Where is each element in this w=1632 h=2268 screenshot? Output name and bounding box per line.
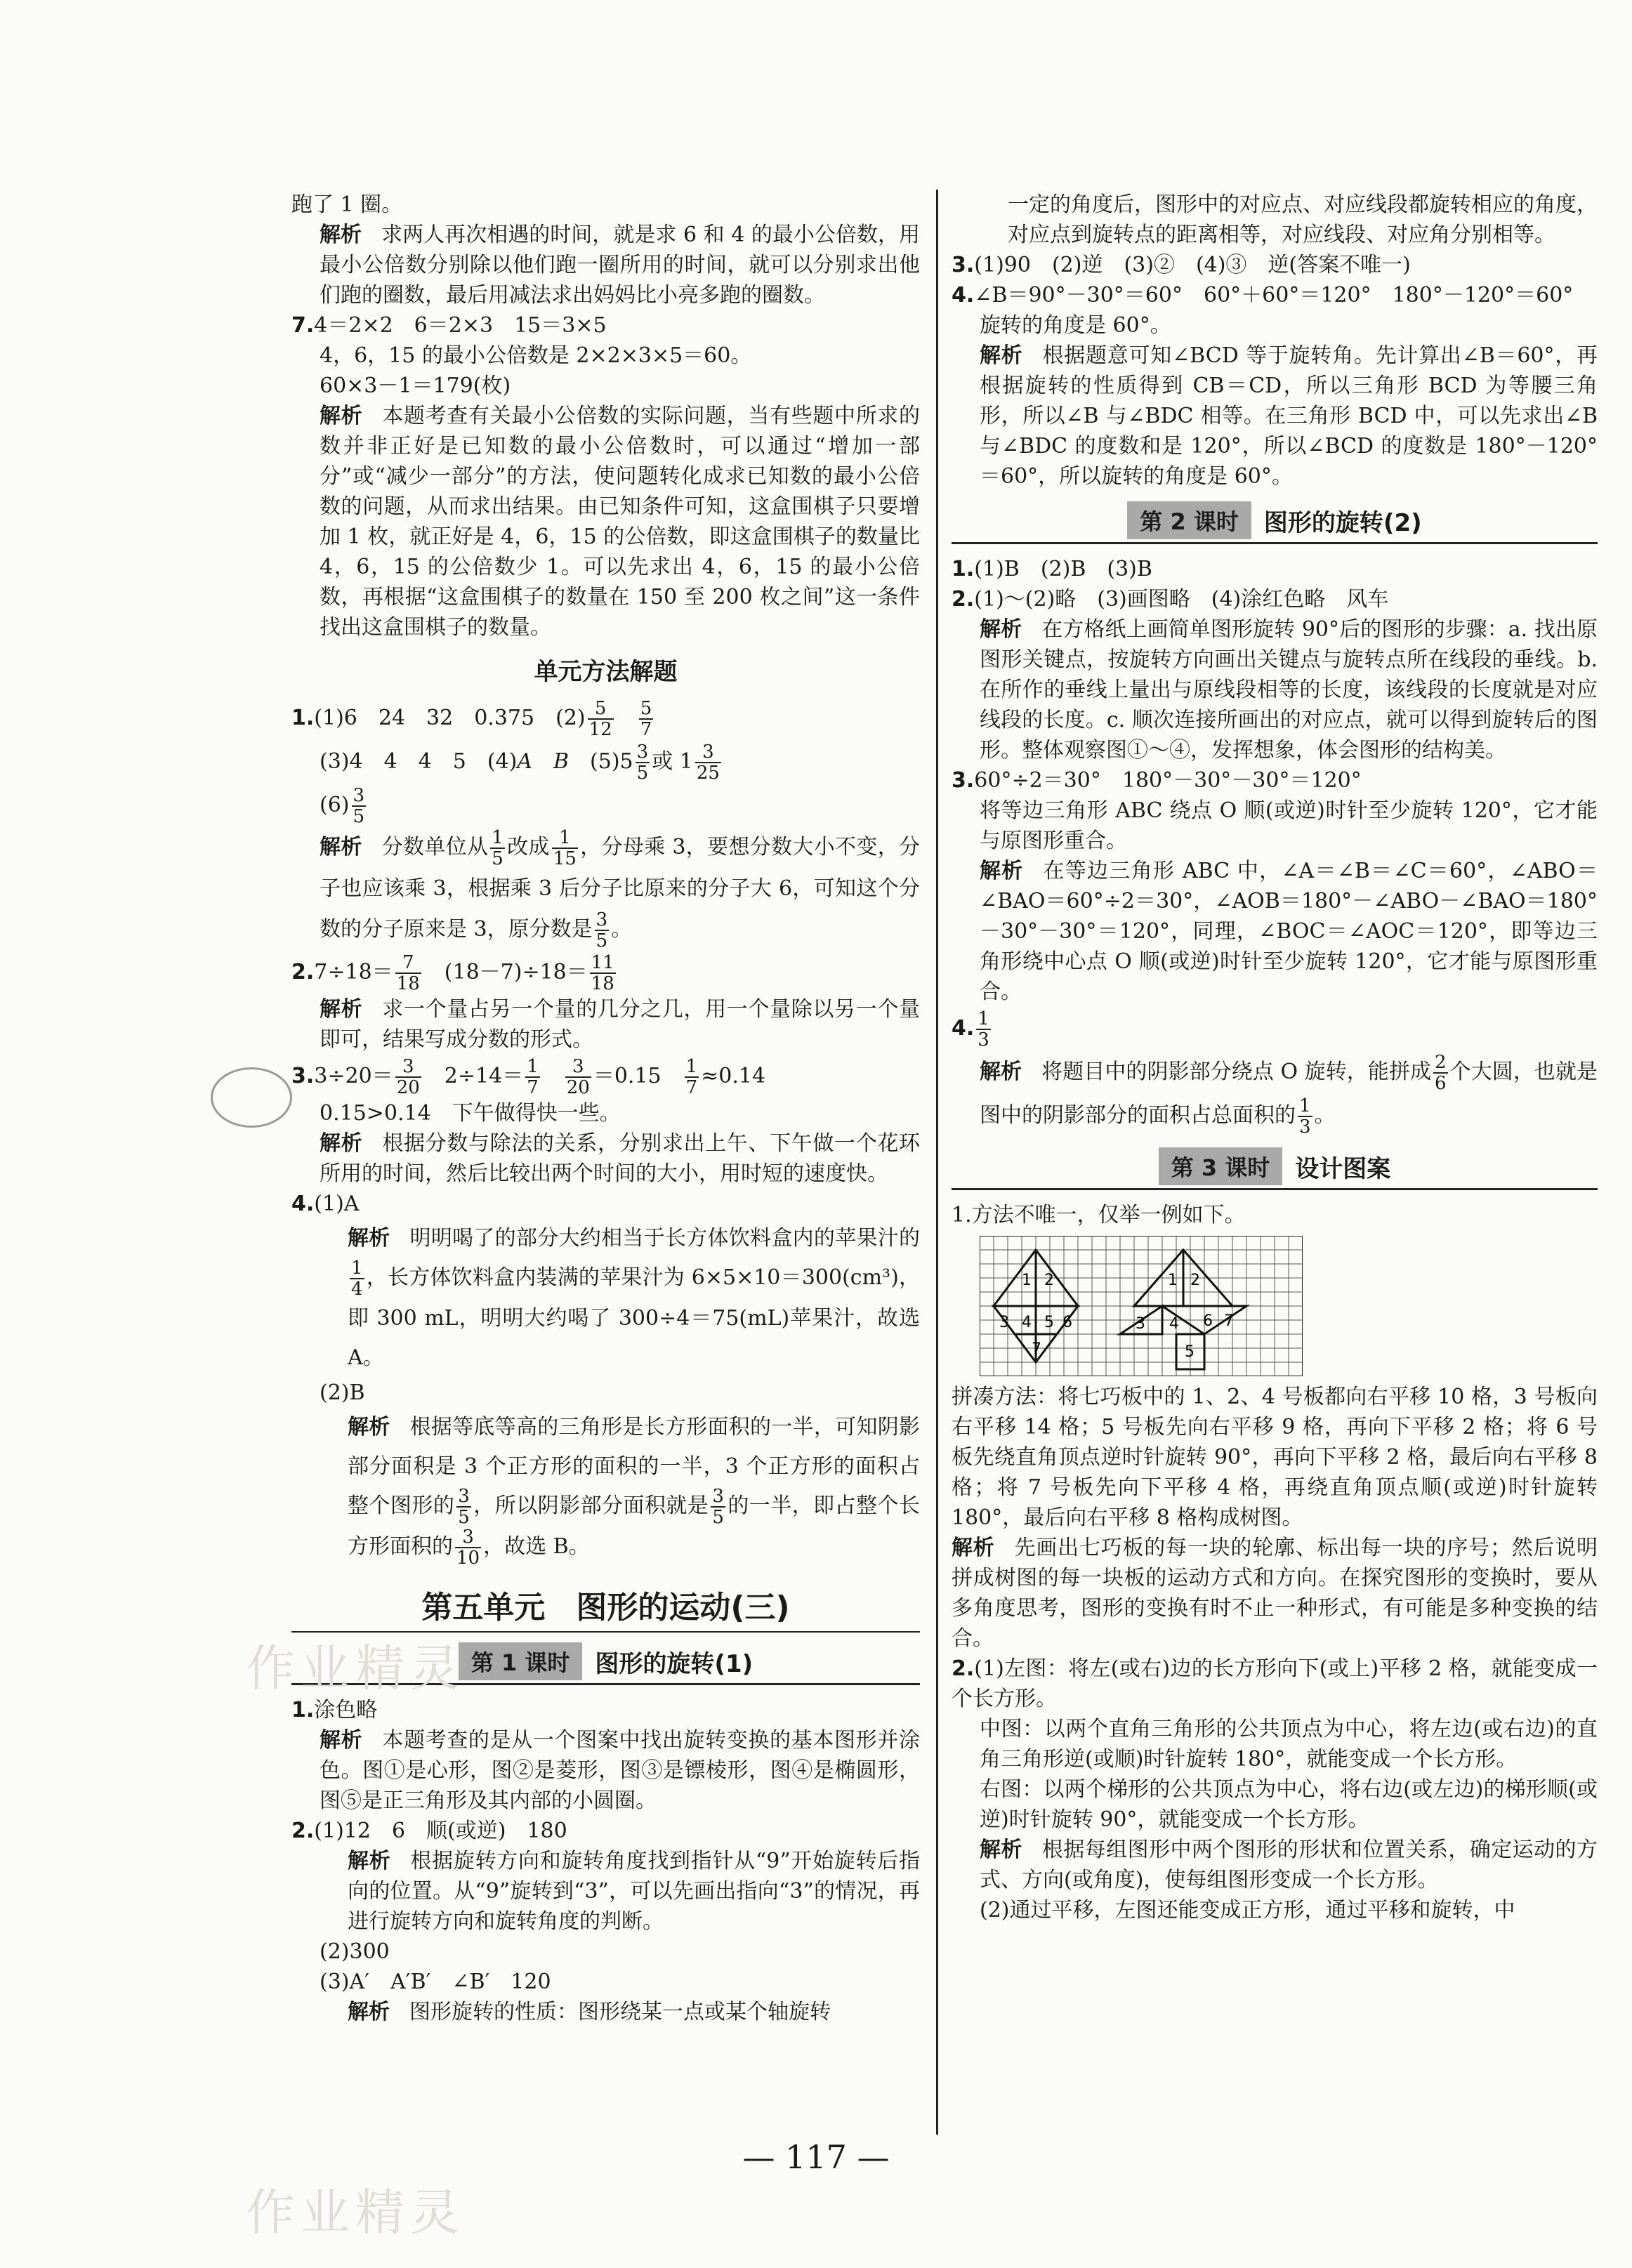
lesson1-q1: 1.涂色略 — [291, 1698, 378, 1722]
method-q4: 4.(1)A — [291, 1192, 360, 1216]
analysis: 解析 根据题意可知∠BCD 等于旋转角。先计算出∠B＝60°，再根据旋转的性质得到 CB＝CD，所以三角形 BCD 为等腰三角形，所以∠B 与∠BDC 相等。在三角形 BCD 中，可以先求出∠B 与∠BDC 的度数和是 120°，所以∠BCD 的度数是 180°－120°＝60°，所以旋转的角度是 60°。 — [980, 343, 1598, 489]
lesson3-q1: 1.方法不唯一，仅举一例如下。 — [952, 1203, 1246, 1227]
tangram-grid-figure — [980, 1236, 1303, 1376]
analysis: 解析 将题目中的阴影部分绕点 O 旋转，能拼成 $\frac{2}{6}$ 个大圆，也就是图中的阴影部分的面积占总面积的 $\frac{1}{3}$ 。 — [980, 1052, 1598, 1138]
piece-label: 3 — [1136, 1315, 1145, 1333]
fraction: $\frac{3}{5}$ — [353, 785, 365, 827]
answer-line: 0.15>0.14 下午做得快一些。 — [320, 1101, 621, 1126]
lesson-tag: 第 2 课时 — [1127, 501, 1251, 539]
answer-line: 拼凑方法：将七巧板中的 1、2、4 号板都向右平移 10 格，3 号板向右平移 14 格；5 号板先向右平移 9 格，再向下平移 2 格；将 6 号板先绕直角顶点逆时针旋转 90°，再向下平移 2 格，最后向右平移 8 格；将 7 号板先向下平移 4 格，再绕直角顶点顺(或逆)时针旋转 180°，最后向右平移 8 格构成树图。 — [952, 1385, 1598, 1530]
analysis: 解析 图形旋转的性质：图形绕某一点或某个轴旋转 — [348, 2000, 831, 2024]
piece-label: 4 — [1169, 1315, 1179, 1333]
fraction: $\frac{3}{20}$ — [396, 1056, 420, 1098]
answer-line: (2)300 — [320, 1939, 390, 1964]
watermark: 作业精灵 — [246, 2184, 465, 2241]
fraction: $\frac{1}{5}$ — [492, 827, 504, 869]
page-number: — 117 — — [742, 2138, 890, 2176]
piece-label: 5 — [1185, 1343, 1195, 1361]
answer-line: (2)B — [320, 1380, 365, 1405]
piece-label: 1 — [1022, 1272, 1032, 1289]
answer-line: 旋转的角度是 60°。 — [980, 313, 1171, 338]
answer-line: 右图：以两个梯形的公共顶点为中心，将右边(或左边)的梯形顺(或逆)时针旋转 90°，就能变成一个长方形。 — [980, 1777, 1598, 1832]
lesson-tag: 第 3 课时 — [1159, 1147, 1283, 1185]
section-title: 单元方法解题 — [534, 658, 678, 686]
fraction: $\frac{1}{3}$ — [978, 1008, 989, 1050]
method-q3: 3.3÷20＝ $\frac{3}{20}$ 2÷14＝ $\frac{1}{7}$ $\frac{3}{20}$ ＝0.15 $\frac{1}{7}$ ≈0.14 — [291, 1056, 766, 1098]
analysis: 解析 先画出七巧板的每一块的轮廓、标出每一块的序号；然后说明拼成树图的每一块板的运动方式和方向。在探究图形的变换时，要从多角度思考，图形的变换有时不止一种形式，有可能是多种变换的结合。 — [952, 1536, 1598, 1651]
method-q1: 1.(1)6 24 32 0.375 (2) $\frac{5}{12}$ $\frac{5}{7}$ — [291, 698, 652, 740]
analysis: 解析 在方格纸上画简单图形旋转 90°后的图形的步骤：a. 找出原图形关键点，按旋转方向画出关键点与旋转点所在线段的垂线。b. 在所作的垂线上量出与原线段相等的长度，该线段的长度就是对应线段的长度。c. 顺次连接所画出的对应点，就可以得到旋转后的图形。整体观察图①～④，发挥想象，体会图形的结构美。 — [980, 617, 1598, 763]
analysis: 解析 本题考查的是从一个图案中找出旋转变换的基本图形并涂色。图①是心形，图②是菱形，图③是镖棱形，图④是椭圆形，图⑤是正三角形及其内部的小圆圈。 — [320, 1728, 921, 1813]
fraction: $\frac{3}{25}$ — [696, 741, 720, 784]
fraction: $\frac{3}{5}$ — [636, 741, 649, 784]
piece-label: 2 — [1190, 1272, 1200, 1289]
column-divider — [936, 190, 938, 2135]
watermark: 作业精灵 — [246, 1640, 465, 1697]
fraction: $\frac{3}{20}$ — [566, 1056, 590, 1098]
fraction: $\frac{7}{18}$ — [396, 952, 420, 994]
lesson-title: 设计图案 — [1295, 1154, 1391, 1183]
lesson-header — [952, 1147, 1598, 1190]
analysis: 解析 本题考查有关最小公倍数的实际问题，当有些题中所求的数并非正好是已知数的最小公倍数时，可以通过“增加一部分”或“减少一部分”的方法，使问题转化成求已知数的最小公倍数的问题，从而求出结果。由已知条件可知，这盒围棋子只要增加 1 枚，就正好是 4，6，15 的公倍数，即这盒围棋子的数量比 4，6，15 的公倍数少 1。可以先求出 4，6，15 的最小公倍数，再根据“这盒围棋子的数量在 150 至 200 枚之间”这一条件找出这盒围棋子的数量。 — [320, 404, 921, 640]
method-q1-line: (3)4 4 4 5 (4)A B (5)5 $\frac{3}{5}$ 或 1 $\frac{3}{25}$ — [320, 741, 720, 784]
lesson2-q4: 4. $\frac{1}{3}$ — [952, 1008, 989, 1050]
analysis: 解析 求两人再次相遇的时间，就是求 6 和 4 的最小公倍数，用最小公倍数分别除以他们跑一圈所用的时间，就可以分别求出他们跑的圈数，最后用减法求出妈妈比小亮多跑的圈数。 — [320, 223, 921, 308]
fraction: $\frac{1}{7}$ — [527, 1056, 539, 1098]
fraction: $\frac{5}{12}$ — [588, 698, 612, 740]
lesson2-q1: 1.(1)B (2)B (3)B — [952, 557, 1152, 581]
answer-line: 将等边三角形 ABC 绕点 O 顺(或逆)时针至少旋转 120°，它才能与原图形重合。 — [980, 798, 1598, 853]
lesson2-q2: 2.(1)～(2)略 (3)画图略 (4)涂红色略 风车 — [952, 587, 1389, 612]
answer-line: 4，6，15 的最小公倍数是 2×2×3×5＝60。 — [320, 343, 752, 368]
analysis: 解析 分数单位从 $\frac{1}{5}$ 改成 $\frac{1}{15}$ ，分母乘 3，要想分数大小不变，分子也应该乘 3，根据乘 3 后分子比原来的分子大 6，可知这个分数的分子原来是 3，原分数是 $\frac{3}{5}$ 。 — [320, 827, 921, 951]
lesson2-q3: 3.60°÷2＝30° 180°－30°－30°＝120° — [952, 768, 1362, 793]
fraction: $\frac{11}{18}$ — [591, 952, 614, 994]
piece-label: 1 — [1168, 1272, 1178, 1289]
piece-label: 2 — [1044, 1272, 1054, 1289]
fraction: $\frac{1}{15}$ — [553, 827, 577, 869]
lesson-title: 图形的旋转(2) — [1263, 508, 1422, 537]
fraction: $\frac{3}{5}$ — [712, 1486, 724, 1528]
fraction: $\frac{3}{10}$ — [456, 1527, 480, 1569]
fraction: $\frac{5}{7}$ — [640, 698, 652, 740]
lesson1-q2: 2.(1)12 6 顺(或逆) 180 — [291, 1819, 567, 1843]
unit-title: 第五单元 图形的运动(三) — [291, 1582, 920, 1633]
question-7: 7.4＝2×2 6＝2×3 15＝3×5 — [291, 313, 607, 338]
analysis: 解析 在等边三角形 ABC 中，∠A＝∠B＝∠C＝60°，∠ABO＝∠BAO＝60°÷2＝30°，∠AOB＝180°－∠ABO－∠BAO＝180°－30°－30°＝120°，同理，∠BOC＝∠AOC＝120°，即等边三角形绕中心点 O 顺(或逆)时针至少旋转 120°，它才能与原图形重合。 — [980, 859, 1598, 1004]
left-column — [291, 190, 920, 2027]
piece-label: 6 — [1062, 1314, 1072, 1331]
analysis: 解析 根据等底等高的三角形是长方形面积的一半，可知阴影部分面积是 3 个正方形的面积的一半，3 个正方形的面积占整个图形的 $\frac{3}{5}$ ，所以阴影部分面积就是 $\frac{3}{5}$ 的一半，即占整个长方形面积的 $\frac{3}{10}$ ，故选 B。 — [348, 1415, 921, 1569]
watermark-stamp — [211, 1067, 292, 1128]
analysis: 解析 根据每组图形中两个图形的形状和位置关系，确定运动的方式、方向(或角度)，使每组图形变成一个长方形。 — [980, 1838, 1598, 1892]
lesson-title: 图形的旋转(1) — [595, 1649, 754, 1678]
lesson3-q2: 2.(1)左图：将左(或右)边的长方形向下(或上)平移 2 格，就能变成一个长方形。 — [952, 1656, 1598, 1711]
piece-label: 3 — [999, 1314, 1009, 1331]
answer-line: 中图：以两个直角三角形的公共顶点为中心，将左边(或右边)的直角三角形逆(或顺)时针旋转 180°，就能变成一个长方形。 — [980, 1717, 1598, 1772]
right-column — [952, 190, 1598, 1925]
fraction: $\frac{1}{3}$ — [1299, 1095, 1311, 1138]
piece-label: 7 — [1224, 1312, 1234, 1330]
answer-line: 60×3－1＝179(枚) — [320, 374, 511, 398]
analysis: 解析 明明喝了的部分大约相当于长方体饮料盒内的苹果汁的 $\frac{1}{4}$ ，长方体饮料盒内装满的苹果汁为 6×5×10＝300(cm³)，即 300 mL，明明大约喝了 300÷4＝75(mL)苹果汁，故选 A。 — [348, 1226, 921, 1370]
method-q2: 2.7÷18＝ $\frac{7}{18}$ (18－7)÷18＝ $\frac{11}{18}$ — [291, 952, 614, 994]
analysis: 解析 根据分数与除法的关系，分别求出上午、下午做一个花环所用的时间，然后比较出两个时间的大小，用时短的速度快。 — [320, 1131, 921, 1186]
lesson-tag: 第 1 课时 — [459, 1642, 583, 1680]
piece-label: 5 — [1044, 1314, 1054, 1331]
method-q1-line: (6) $\frac{3}{5}$ — [320, 785, 365, 827]
answer-line: (2)通过平移，左图还能变成正方形，通过平移和旋转，中 — [980, 1898, 1515, 1923]
piece-label: 7 — [1032, 1340, 1041, 1358]
fraction: $\frac{3}{5}$ — [458, 1486, 470, 1528]
piece-label: 6 — [1203, 1312, 1213, 1330]
question-3: 3.(1)90 (2)逆 (3)② (4)③ 逆(答案不唯一) — [952, 253, 1411, 277]
text-line: 一定的角度后，图形中的对应点、对应线段都旋转相应的角度，对应点到旋转点的距离相等，对应线段、对应角分别相等。 — [1008, 192, 1598, 247]
fraction: $\frac{3}{5}$ — [595, 909, 608, 951]
lesson-header — [952, 501, 1598, 544]
text-line: 跑了 1 圈。 — [291, 192, 403, 217]
question-4: 4.∠B＝90°－30°＝60° 60°＋60°＝120° 180°－120°＝60° — [952, 283, 1574, 308]
analysis: 解析 求一个量占另一个量的几分之几，用一个量除以另一个量即可，结果写成分数的形式。 — [320, 997, 921, 1052]
analysis: 解析 根据旋转方向和旋转角度找到指针从“9”开始旋转后指向的位置。从“9”旋转到“3”，可以先画出指向“3”的情况，再进行旋转方向和旋转角度的判断。 — [348, 1849, 920, 1934]
fraction: $\frac{1}{4}$ — [351, 1258, 363, 1300]
answer-line: (3)A′ A′B′ ∠B′ 120 — [320, 1970, 551, 1994]
fraction: $\frac{2}{6}$ — [1435, 1052, 1447, 1094]
fraction: $\frac{1}{7}$ — [685, 1056, 698, 1098]
piece-label: 4 — [1022, 1314, 1032, 1331]
